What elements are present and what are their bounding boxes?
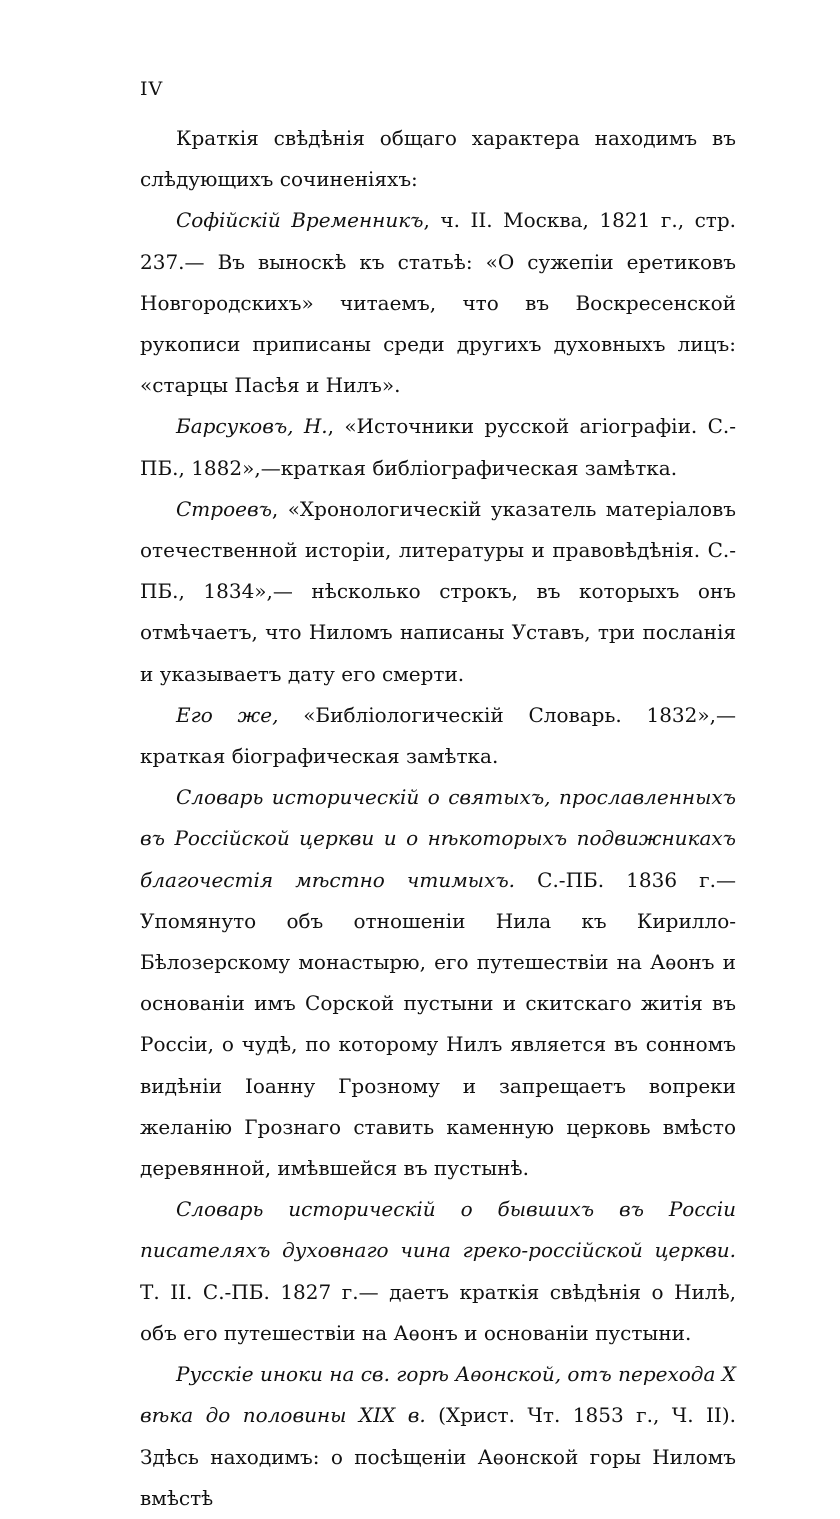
citation-body: «Библіологическій Словарь. 1832»,—краткая біографическая замѣтка. — [140, 702, 736, 769]
citation-author: Строевъ — [176, 496, 272, 521]
body-text — [140, 118, 736, 1519]
citation-body: С.-ПБ. 1836 г.—Упомянуто объ отношеніи Нила къ Кирилло-Бѣлозерскому монастырю, его путешествіи на Аѳонъ и основаніи имъ Сорской пустыни и скитскаго житія въ Россіи, о чудѣ, по которому Нилъ является въ сонномъ видѣніи Іоанну Грозному и запрещаетъ вопреки желанію Грознаго ставить каменную церковь вмѣсто деревянной, имѣвшейся въ пустынѣ. — [140, 867, 736, 1181]
citation-author: Его же, — [176, 702, 279, 727]
paragraph-ego-zhe — [140, 695, 736, 777]
citation-body: (Христ. Чт. 1853 г., Ч. II). Здѣсь находимъ: о посѣщеніи Аѳонской горы Ниломъ вмѣстѣ — [140, 1403, 736, 1510]
citation-title: Словарь историческій о святыхъ, прославленныхъ въ Россійской церкви и о нѣкоторыхъ подвижникахъ благочестія мѣстно чтимыхъ. — [140, 785, 736, 892]
citation-body: , ч. II. Москва, 1821 г., стр. 237.— Въ выноскѣ къ статьѣ: «О сужепіи еретиковъ Новгородскихъ» читаемъ, что въ Воскресенской рукописи приписаны среди другихъ духовныхъ лицъ: «старцы Пасѣя и Нилъ». — [140, 208, 736, 398]
paragraph-stroev — [140, 489, 736, 695]
intro-text: Краткія свѣдѣнія общаго характера находимъ въ слѣдующихъ сочиненіяхъ: — [140, 126, 736, 192]
paragraph-barsukov — [140, 406, 736, 488]
citation-title: Русскіе иноки на св. горѣ Аѳонской, отъ перехода X вѣка до половины XIX в. — [140, 1362, 736, 1428]
paragraph-sofia-vremennik — [140, 200, 736, 406]
paragraph-intro — [140, 118, 736, 200]
citation-title: Софійскій Временникъ — [176, 208, 424, 233]
page-number: IV — [140, 78, 164, 100]
citation-body: , «Источники русской агіографіи. С.-ПБ., 1882»,—краткая библіографическая замѣтка. — [140, 414, 736, 480]
citation-author: Барсуковъ, Н. — [176, 414, 328, 439]
citation-body: Т. II. С.-ПБ. 1827 г.— даетъ краткія свѣдѣнія о Нилѣ, объ его путешествіи на Аѳонъ и основаніи пустыни. — [140, 1279, 736, 1345]
paragraph-slovar-svyatykh — [140, 777, 736, 1189]
paragraph-russkie-inoki — [140, 1354, 736, 1519]
citation-body: , «Хронологическій указатель матеріаловъ отечественной исторіи, литературы и правовѣдѣнія. С.-ПБ., 1834»,— нѣсколько строкъ, въ которыхъ онъ отмѣчаетъ, что Ниломъ написаны Уставъ, три посланія и указываетъ дату его смерти. — [140, 496, 736, 686]
paragraph-slovar-pisateley — [140, 1189, 736, 1354]
citation-title: Словарь историческій о бывшихъ въ Россіи писателяхъ духовнаго чина греко-россійской церкви. — [140, 1197, 736, 1263]
